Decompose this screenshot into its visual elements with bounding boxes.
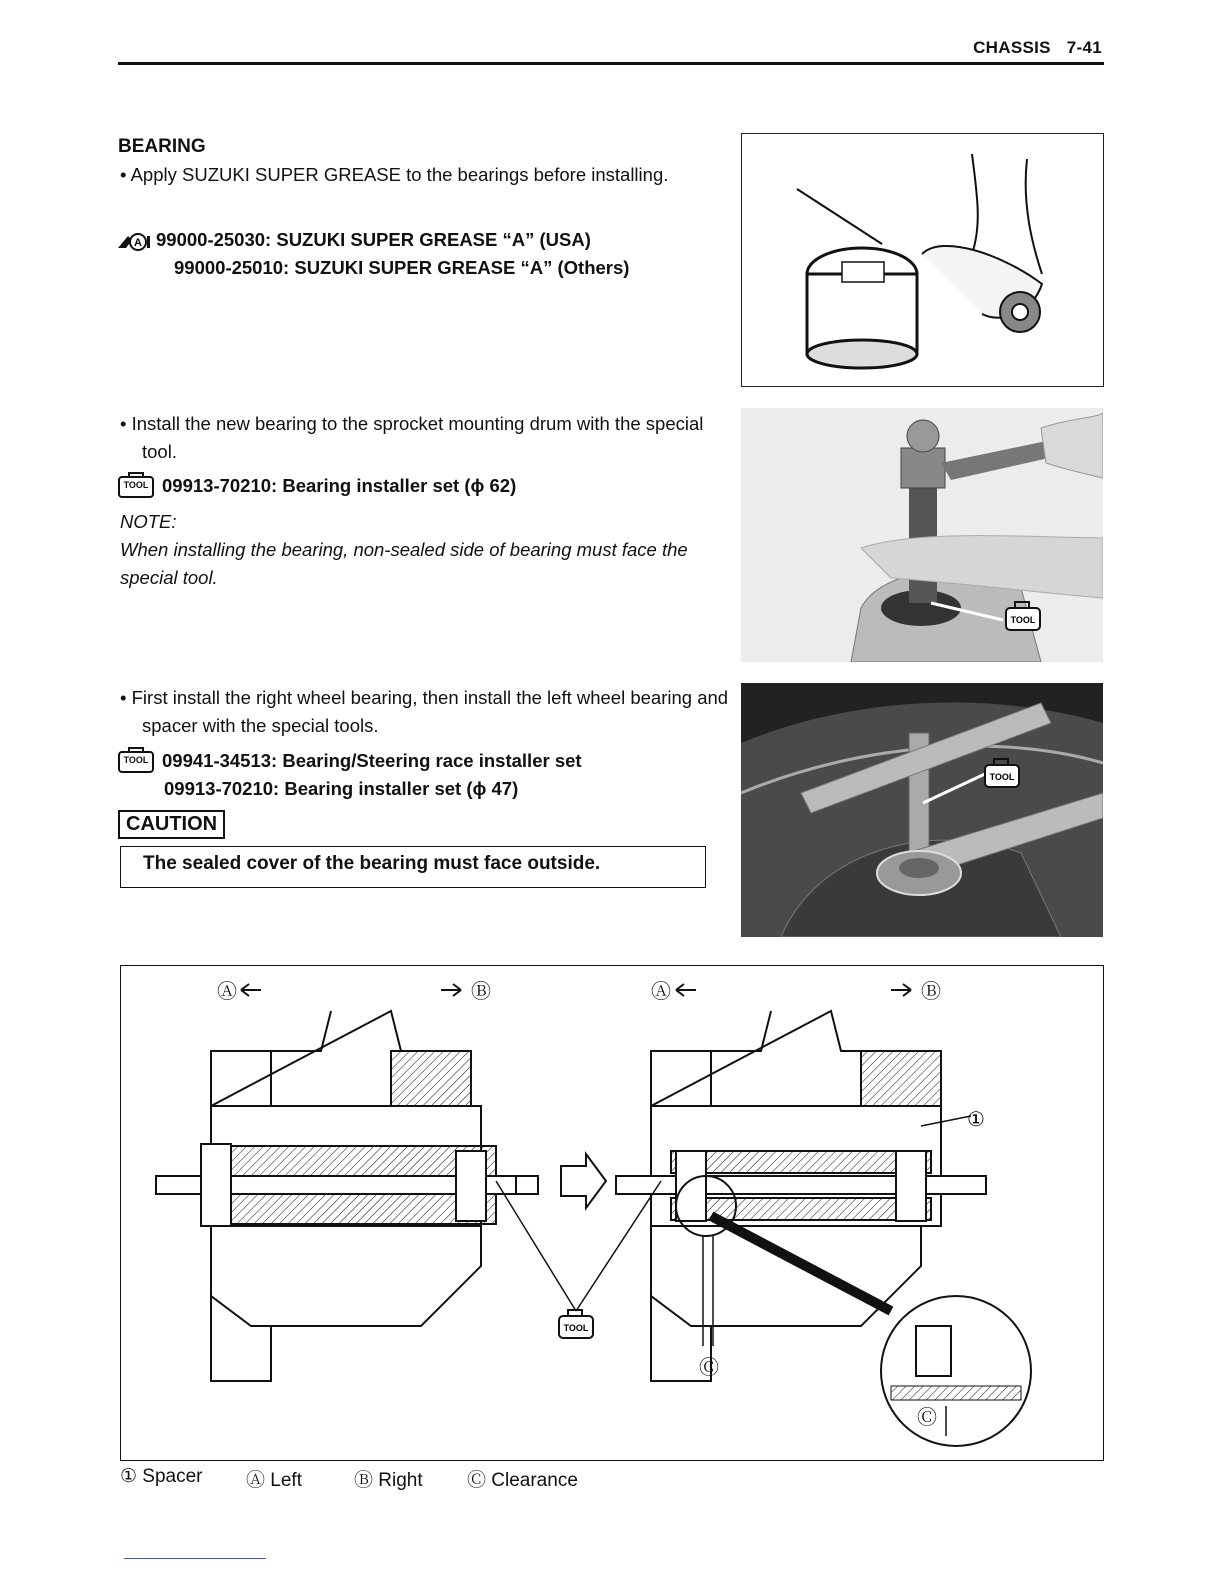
tool-icon: TOOL (118, 751, 154, 773)
section-title: CHASSIS (973, 38, 1051, 57)
legend-left: Ⓐ Left (246, 1470, 302, 1491)
tool-spec-1-text: 09913-70210: Bearing installer set (ϕ 62) (162, 475, 517, 496)
photo-grease (741, 133, 1104, 387)
detail-magnifier (881, 1296, 1031, 1446)
note-text: When installing the bearing, non-sealed side of bearing must face the special tool. (120, 539, 688, 588)
grease-spec (116, 226, 716, 282)
step-install-wheel-bearing: • First install the right wheel bearing, then install the left wheel bearing and spacer with the special tools. (120, 687, 729, 736)
label-c: Ⓒ (699, 1357, 719, 1379)
svg-text:A: A (134, 237, 142, 250)
legend-spacer: ① Spacer (120, 1466, 203, 1487)
grease-can-illustration (742, 134, 1103, 386)
tool-icon: TOOL (118, 476, 154, 498)
header-rule (118, 62, 1104, 65)
tool-spec-2-line1-text: 09941-34513: Bearing/Steering race installer set (162, 750, 582, 771)
tool-spec-2-line2-text: 09913-70210: Bearing installer set (ϕ 47) (164, 778, 519, 799)
page-header (957, 38, 1102, 58)
wheel-installer-illustration (741, 683, 1103, 937)
photo-drum-installer (741, 408, 1103, 662)
svg-text:TOOL: TOOL (563, 1323, 589, 1333)
grease-usa-text: 99000-25030: SUZUKI SUPER GREASE “A” (USA) (156, 229, 591, 250)
label-1: ① (967, 1109, 985, 1131)
grease-others-text: 99000-25010: SUZUKI SUPER GREASE “A” (Others) (174, 257, 630, 278)
label-b-right: Ⓑ (921, 981, 941, 1003)
svg-text:TOOL: TOOL (989, 772, 1015, 782)
drum-installer-illustration (741, 408, 1103, 662)
page-number: 7-41 (1066, 38, 1102, 57)
tool-spec-1 (118, 472, 516, 500)
label-a-right: Ⓐ (651, 981, 671, 1003)
legend-clearance: Ⓒ Clearance (467, 1470, 578, 1491)
label-c-detail: Ⓒ (917, 1407, 937, 1429)
step-apply-grease: • Apply SUZUKI SUPER GREASE to the bearings before installing. (120, 164, 669, 185)
note-label: NOTE: (120, 511, 177, 532)
grease-line-usa (116, 226, 716, 254)
grease-icon (116, 230, 152, 252)
step-install-drum-bearing: • Install the new bearing to the sprocket mounting drum with the special tool. (120, 413, 704, 462)
tool-spec-2-line1 (118, 747, 582, 775)
label-b-left: Ⓑ (471, 981, 491, 1003)
bearing-installation-diagram (120, 965, 1104, 1461)
caution-text: The sealed cover of the bearing must face outside. (143, 853, 601, 874)
tool-icon-diagram (559, 1310, 593, 1338)
hub-cross-section (121, 966, 1103, 1460)
caution-box (120, 846, 706, 888)
photo-wheel-installer (741, 683, 1103, 937)
svg-text:TOOL: TOOL (1010, 615, 1036, 625)
footer-line (124, 1558, 266, 1559)
legend-right: Ⓑ Right (354, 1470, 423, 1491)
caution-label: CAUTION (118, 810, 225, 839)
section-heading: BEARING (118, 136, 206, 157)
label-a-left: Ⓐ (217, 981, 237, 1003)
tool-spec-2 (118, 747, 582, 803)
hub-left (156, 1011, 538, 1381)
